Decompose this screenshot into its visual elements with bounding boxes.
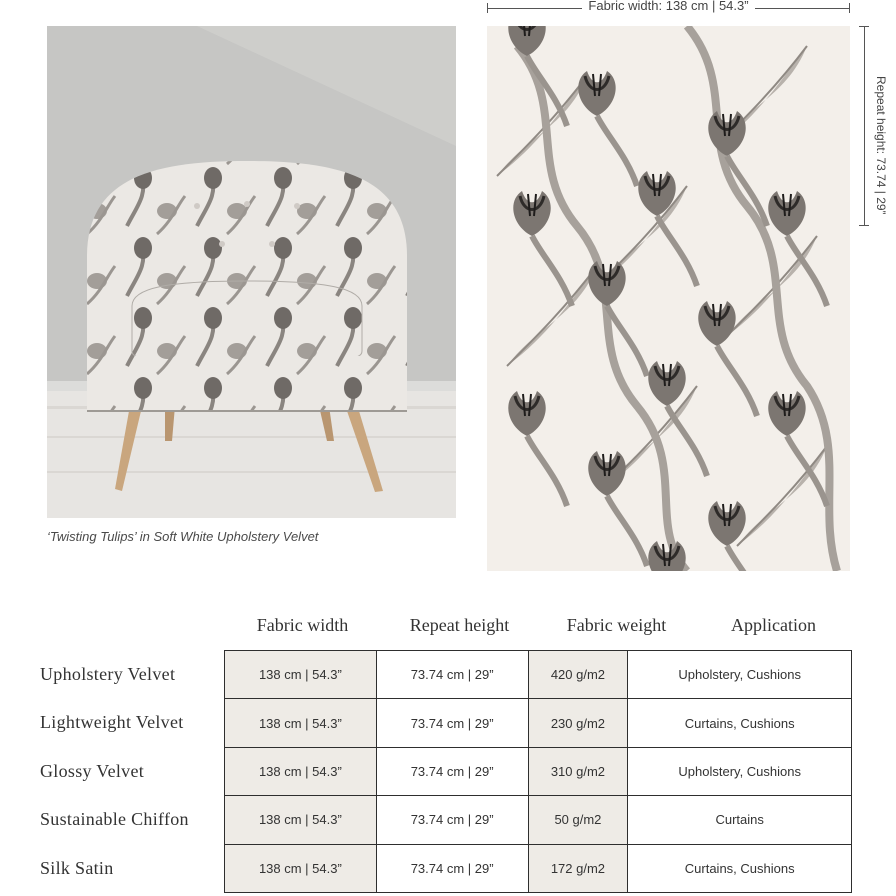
cell-weight: 420 g/m2 bbox=[528, 651, 628, 699]
table-row bbox=[225, 747, 852, 795]
cell-application: Upholstery, Cushions bbox=[628, 651, 852, 699]
cell-width: 138 cm | 54.3” bbox=[225, 747, 377, 795]
row-label-lightweight-velvet: Lightweight Velvet bbox=[40, 712, 184, 732]
table-row bbox=[225, 844, 852, 892]
cell-width: 138 cm | 54.3” bbox=[225, 699, 377, 747]
cell-weight: 310 g/m2 bbox=[528, 747, 628, 795]
cell-repeat: 73.74 cm | 29” bbox=[376, 844, 528, 892]
header-fabric-weight: Fabric weight bbox=[566, 615, 667, 635]
cell-repeat: 73.74 cm | 29” bbox=[376, 699, 528, 747]
header-application: Application bbox=[731, 615, 816, 635]
fabric-width-label: Fabric width: 138 cm | 54.3” bbox=[582, 0, 754, 13]
cell-width: 138 cm | 54.3” bbox=[225, 844, 377, 892]
table-row bbox=[225, 796, 852, 844]
repeat-height-label: Repeat height: 73.74 | 29” bbox=[874, 76, 888, 215]
cell-width: 138 cm | 54.3” bbox=[225, 651, 377, 699]
cell-repeat: 73.74 cm | 29” bbox=[376, 796, 528, 844]
cell-weight: 50 g/m2 bbox=[528, 796, 628, 844]
fabric-spec-table bbox=[224, 650, 852, 893]
row-label-glossy-velvet: Glossy Velvet bbox=[40, 761, 145, 781]
cell-width: 138 cm | 54.3” bbox=[225, 796, 377, 844]
cell-weight: 230 g/m2 bbox=[528, 699, 628, 747]
cell-weight: 172 g/m2 bbox=[528, 844, 628, 892]
row-label-sustainable-chiffon: Sustainable Chiffon bbox=[40, 809, 189, 829]
cell-repeat: 73.74 cm | 29” bbox=[376, 651, 528, 699]
cell-application: Curtains bbox=[628, 796, 852, 844]
armchair-illustration bbox=[47, 26, 456, 518]
row-label-silk-satin: Silk Satin bbox=[40, 858, 114, 878]
armchair-photo bbox=[47, 26, 456, 518]
cell-application: Upholstery, Cushions bbox=[628, 747, 852, 795]
table-row bbox=[225, 651, 852, 699]
header-fabric-width: Fabric width bbox=[256, 615, 349, 635]
tulip-pattern-illustration bbox=[487, 26, 850, 571]
repeat-height-dimension bbox=[856, 26, 892, 226]
table-row bbox=[225, 699, 852, 747]
fabric-swatch bbox=[487, 26, 850, 571]
cell-repeat: 73.74 cm | 29” bbox=[376, 747, 528, 795]
row-label-upholstery-velvet: Upholstery Velvet bbox=[40, 664, 176, 684]
cell-application: Curtains, Cushions bbox=[628, 844, 852, 892]
header-repeat-height: Repeat height bbox=[409, 615, 510, 635]
photo-caption: ‘Twisting Tulips’ in Soft White Upholstery Velvet bbox=[47, 529, 319, 544]
fabric-width-dimension bbox=[487, 0, 850, 16]
cell-application: Curtains, Cushions bbox=[628, 699, 852, 747]
